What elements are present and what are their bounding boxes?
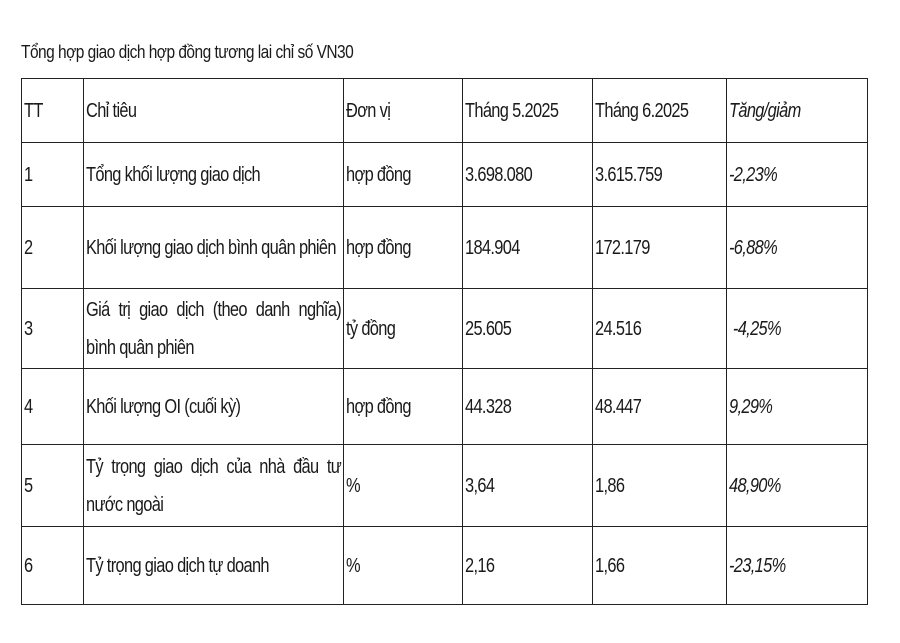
change-value: -23,15%: [729, 554, 786, 577]
indicator-text: Khối lượng giao dịch bình quân phiên: [86, 236, 336, 259]
cell-may: [463, 289, 593, 369]
may-value: 3.698.080: [465, 163, 533, 186]
cell-june: [593, 289, 727, 369]
header-cell: [727, 79, 868, 143]
may-value: 2,16: [465, 554, 495, 577]
change-value: -2,23%: [729, 163, 778, 186]
indicator-text: Tỷ trọng giao dịch tự doanh: [86, 554, 269, 577]
unit-text: %: [346, 554, 360, 577]
table-header-row: [22, 79, 868, 143]
table-row: [22, 369, 868, 445]
header-change: Tăng/giảm: [729, 99, 801, 122]
futures-summary-table: [21, 78, 868, 605]
cell-tt: [22, 143, 84, 207]
header-may-2025: Tháng 5.2025: [465, 99, 559, 122]
row-number: 5: [24, 474, 33, 497]
row-number: 6: [24, 554, 33, 577]
cell-indicator: [84, 369, 344, 445]
june-value: 48.447: [595, 395, 642, 418]
cell-change: [727, 207, 868, 289]
may-value: 25.605: [465, 317, 512, 340]
june-value: 1,86: [595, 474, 625, 497]
cell-tt: [22, 445, 84, 527]
row-number: 2: [24, 236, 33, 259]
unit-text: %: [346, 474, 360, 497]
cell-indicator: [84, 143, 344, 207]
cell-unit: [344, 143, 463, 207]
cell-unit: [344, 369, 463, 445]
change-value: 9,29%: [729, 395, 773, 418]
cell-change: [727, 143, 868, 207]
cell-change: [727, 289, 868, 369]
change-value: 48,90%: [729, 474, 781, 497]
unit-text: hợp đồng: [346, 395, 411, 418]
header-june-2025: Tháng 6.2025: [595, 99, 689, 122]
cell-june: [593, 207, 727, 289]
cell-may: [463, 369, 593, 445]
cell-indicator: [84, 289, 344, 369]
june-value: 172.179: [595, 236, 650, 259]
june-value: 3.615.759: [595, 163, 663, 186]
cell-unit: [344, 527, 463, 605]
table-row: [22, 207, 868, 289]
june-value: 1,66: [595, 554, 625, 577]
header-cell: [344, 79, 463, 143]
cell-tt: [22, 289, 84, 369]
table-row: [22, 143, 868, 207]
row-number: 4: [24, 395, 33, 418]
cell-indicator: [84, 445, 344, 527]
header-indicator: Chỉ tiêu: [86, 99, 137, 122]
header-unit: Đơn vị: [346, 99, 391, 122]
indicator-text: Tổng khối lượng giao dịch: [86, 163, 261, 186]
may-value: 3,64: [465, 474, 495, 497]
header-cell: [593, 79, 727, 143]
cell-may: [463, 207, 593, 289]
table-caption: Tổng hợp giao dịch hợp đồng tương lai chỉ số VN30: [21, 42, 354, 62]
cell-tt: [22, 207, 84, 289]
indicator-text: Khối lượng OI (cuối kỳ): [86, 395, 241, 418]
cell-unit: [344, 445, 463, 527]
cell-change: [727, 369, 868, 445]
cell-may: [463, 445, 593, 527]
cell-june: [593, 445, 727, 527]
header-cell: [84, 79, 344, 143]
table-row: [22, 289, 868, 369]
cell-indicator: [84, 527, 344, 605]
change-value: -4,25%: [729, 317, 781, 340]
unit-text: hợp đồng: [346, 163, 411, 186]
table-row: [22, 445, 868, 527]
cell-unit: [344, 207, 463, 289]
cell-june: [593, 369, 727, 445]
cell-june: [593, 527, 727, 605]
header-cell: [463, 79, 593, 143]
cell-tt: [22, 527, 84, 605]
cell-may: [463, 527, 593, 605]
indicator-text: Giá trị giao dịch (theo danh nghĩa) bình quân phiên: [86, 298, 342, 359]
cell-may: [463, 143, 593, 207]
cell-june: [593, 143, 727, 207]
indicator-text: Tỷ trọng giao dịch của nhà đầu tư nước ngoài: [86, 455, 342, 516]
header-cell: [22, 79, 84, 143]
unit-text: tỷ đồng: [346, 317, 396, 340]
cell-unit: [344, 289, 463, 369]
may-value: 184.904: [465, 236, 520, 259]
june-value: 24.516: [595, 317, 642, 340]
table-row: [22, 527, 868, 605]
cell-tt: [22, 369, 84, 445]
row-number: 3: [24, 317, 33, 340]
change-value: -6,88%: [729, 236, 778, 259]
cell-change: [727, 445, 868, 527]
unit-text: hợp đồng: [346, 236, 411, 259]
header-tt: TT: [24, 99, 43, 122]
cell-change: [727, 527, 868, 605]
may-value: 44.328: [465, 395, 512, 418]
cell-indicator: [84, 207, 344, 289]
row-number: 1: [24, 163, 33, 186]
